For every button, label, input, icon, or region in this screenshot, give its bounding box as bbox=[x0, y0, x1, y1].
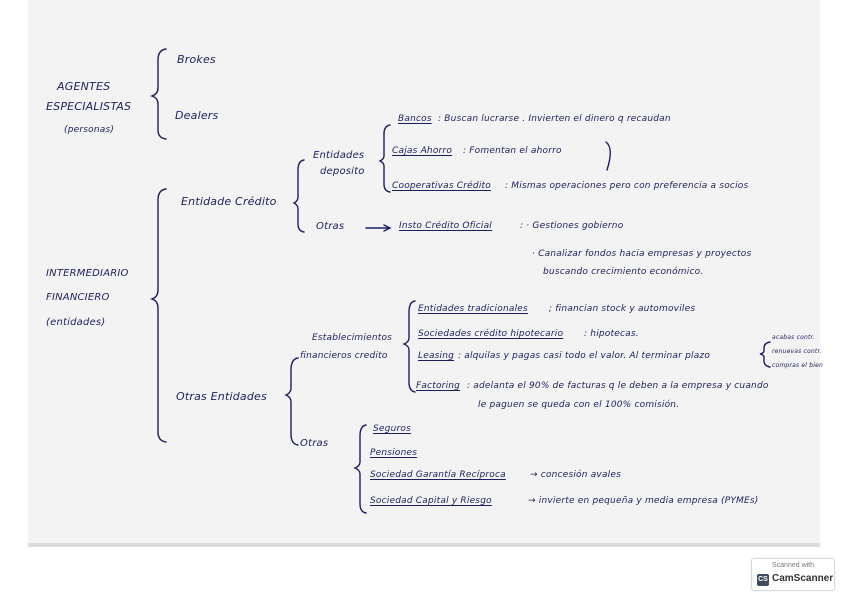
capital-label: Sociedad Capital y Riesgo bbox=[370, 496, 492, 506]
tradicionales-label: Entidades tradicionales bbox=[418, 304, 528, 314]
agentes-title-2: ESPECIALISTAS bbox=[46, 100, 132, 113]
camscanner-badge bbox=[751, 558, 835, 591]
leasing-brace bbox=[760, 342, 770, 367]
establecimientos-brace bbox=[404, 301, 415, 392]
cooperativas-label: Cooperativas Crédito bbox=[392, 181, 491, 191]
cooperativas-desc: : Mismas operaciones pero con preferencia a socios bbox=[505, 181, 749, 191]
cajas-desc: : Fomentan el ahorro bbox=[463, 146, 562, 156]
leasing-option-2: renuevas contr. bbox=[772, 348, 822, 355]
leasing-option-1: acabas contr. bbox=[772, 334, 815, 341]
leasing-option-3: compras el bien bbox=[772, 362, 824, 369]
otras-entidades-label: Otras Entidades bbox=[176, 390, 267, 403]
credito-brace bbox=[294, 160, 304, 232]
hipotecario-desc: : hipotecas. bbox=[584, 329, 639, 339]
intermediario-subtitle: (entidades) bbox=[46, 317, 106, 328]
depositos-label-2: deposito bbox=[320, 166, 365, 177]
tradicionales-desc: ; financian stock y automoviles bbox=[549, 304, 696, 314]
cajas-label: Cajas Ahorro bbox=[392, 146, 453, 156]
factoring-label: Factoring bbox=[416, 381, 461, 391]
garantia-desc: → concesión avales bbox=[530, 470, 621, 480]
capital-desc: → invierte en pequeña y media empresa (PYMEs) bbox=[528, 496, 759, 506]
bancos-label: Bancos bbox=[398, 114, 432, 124]
leasing-label: Leasing bbox=[418, 351, 455, 361]
agentes-subtitle: (personas) bbox=[64, 125, 115, 135]
hipotecario-label: Sociedades crédito hipotecario bbox=[418, 329, 564, 339]
leasing-desc: : alquilas y pagas casi todo el valor. Al terminar plazo bbox=[458, 351, 711, 361]
ico-desc-1: : · Gestiones gobierno bbox=[520, 221, 624, 231]
badge-name: CamScanner bbox=[772, 573, 834, 584]
intermediario-title-1: INTERMEDIARIO bbox=[46, 268, 129, 279]
agentes-title-1: AGENTES bbox=[57, 80, 111, 93]
agentes-item-brokes: Brokes bbox=[177, 53, 216, 66]
factoring-desc-2: le paguen se queda con el 100% comisión. bbox=[478, 400, 680, 410]
establecimientos-label-1: Establecimientos bbox=[312, 333, 393, 343]
intermediario-title-2: FINANCIERO bbox=[46, 292, 110, 303]
ico-desc-2: · Canalizar fondos hacia empresas y proyectos bbox=[532, 249, 752, 259]
factoring-desc-1: : adelanta el 90% de facturas q le deben a la empresa y cuando bbox=[467, 381, 769, 391]
pensiones-label: Pensiones bbox=[370, 448, 418, 458]
otras-lower-label: Otras bbox=[300, 438, 329, 449]
otras-lower-brace bbox=[355, 425, 366, 513]
credito-otras-label: Otras bbox=[316, 221, 345, 232]
bancos-desc: : Buscan lucrarse . Invierten el dinero q recaudan bbox=[438, 114, 671, 124]
garantia-label: Sociedad Garantía Recíproca bbox=[370, 470, 506, 480]
camscanner-logo-icon: CS bbox=[757, 574, 769, 586]
deposito-brace bbox=[380, 125, 390, 192]
agentes-brace bbox=[152, 49, 166, 139]
depositos-label-1: Entidades bbox=[313, 150, 365, 161]
seguros-label: Seguros bbox=[373, 424, 411, 434]
entidad-credito-label: Entidade Crédito bbox=[181, 195, 277, 208]
cajas-bracket bbox=[606, 142, 610, 170]
ico-label: Insto Crédito Oficial bbox=[399, 221, 492, 231]
agentes-item-dealers: Dealers bbox=[175, 109, 219, 122]
establecimientos-label-2: financieros credito bbox=[300, 351, 388, 361]
otras-entidades-brace bbox=[286, 358, 298, 445]
badge-caption: Scanned with bbox=[771, 562, 815, 569]
intermediario-brace bbox=[152, 189, 166, 442]
ico-desc-3: buscando crecimiento económico. bbox=[543, 267, 704, 277]
